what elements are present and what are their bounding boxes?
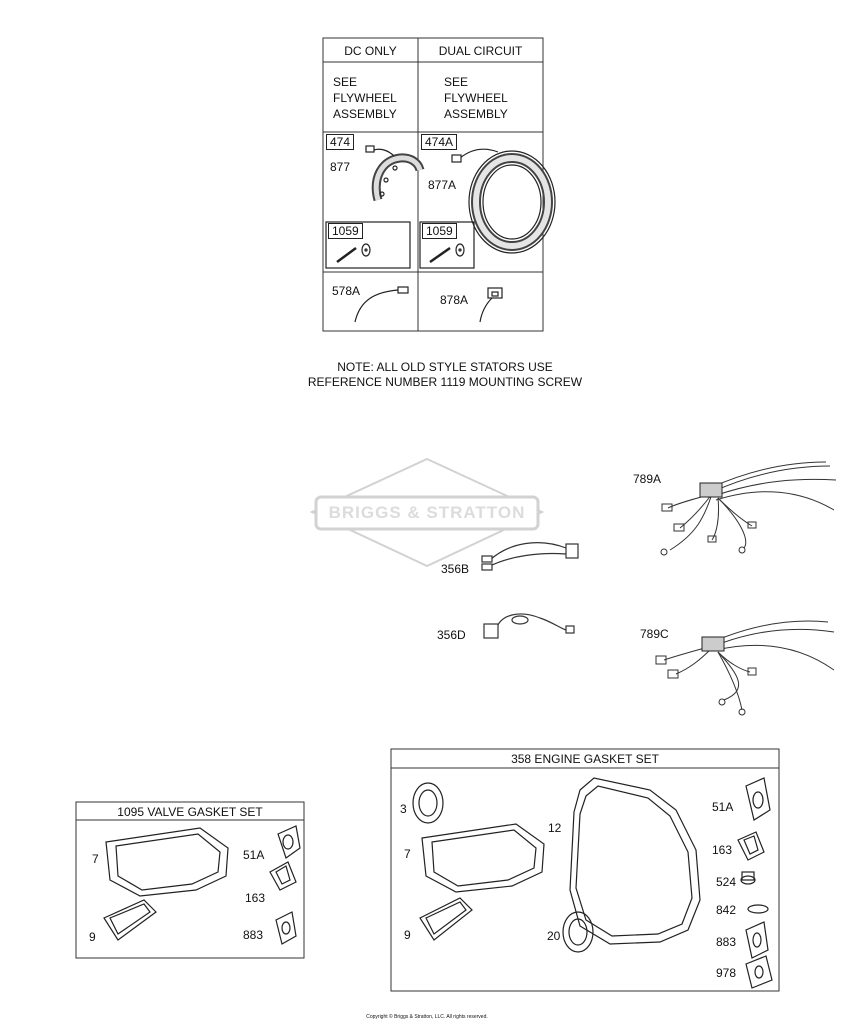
dual-lead-icon <box>480 288 502 322</box>
harness-356b-label[interactable]: 356B <box>441 562 470 576</box>
engine-gasket-set-title: 358 ENGINE GASKET SET <box>511 752 659 766</box>
stator-note-line1: NOTE: ALL OLD STYLE STATORS USE <box>337 360 553 374</box>
engine-part-51a-label[interactable]: 51A <box>712 800 734 814</box>
engine-part-3-label[interactable]: 3 <box>400 802 407 816</box>
valve-part-163-label[interactable]: 163 <box>245 891 266 905</box>
dual-stator-box-label[interactable]: 474A <box>421 134 457 150</box>
valve-part-9-label[interactable]: 9 <box>89 930 96 944</box>
dual-stator-icon <box>452 149 555 253</box>
valve-part-7-label[interactable]: 7 <box>92 852 99 866</box>
col-header-dc-only: DC ONLY <box>344 44 397 58</box>
engine-part-978-label[interactable]: 978 <box>716 966 737 980</box>
engine-part-12-label[interactable]: 12 <box>548 821 562 835</box>
valve-part-883-label[interactable]: 883 <box>243 928 264 942</box>
valve-gasket-set-art <box>76 802 304 958</box>
valve-part-51a-label[interactable]: 51A <box>243 848 265 862</box>
engine-part-7-label[interactable]: 7 <box>404 847 411 861</box>
harness-356d-label[interactable]: 356D <box>437 628 466 642</box>
engine-part-9-label[interactable]: 9 <box>404 928 411 942</box>
copyright-notice: Copyright © Briggs & Stratton, LLC. All rights reserved. <box>366 1014 488 1020</box>
stator-note-line2: REFERENCE NUMBER 1119 MOUNTING SCREW <box>307 375 583 389</box>
col-header-dual-circuit: DUAL CIRCUIT <box>438 44 523 58</box>
dc-see-flywheel-note: SEE FLYWHEEL ASSEMBLY <box>333 75 397 121</box>
harness-789c-icon <box>656 621 834 715</box>
harness-356b-icon <box>482 543 578 570</box>
dc-lead-icon <box>355 287 408 322</box>
engine-gasket-set-art <box>391 749 779 991</box>
harness-789c-label[interactable]: 789C <box>640 627 669 641</box>
engine-part-842-label[interactable]: 842 <box>716 903 737 917</box>
dual-lead-part-label[interactable]: 878A <box>440 293 469 307</box>
dc-stator-icon <box>366 146 420 200</box>
dual-stator-part-label[interactable]: 877A <box>428 178 457 192</box>
dc-lead-part-label[interactable]: 578A <box>332 284 361 298</box>
dual-screw-box-label[interactable]: 1059 <box>422 223 457 239</box>
watermark-text: BRIGGS & STRATTON <box>328 503 526 522</box>
engine-part-163-label[interactable]: 163 <box>712 843 733 857</box>
harness-789a-label[interactable]: 789A <box>633 472 662 486</box>
dual-see-flywheel-note: SEE FLYWHEEL ASSEMBLY <box>444 75 508 121</box>
valve-gasket-set-title: 1095 VALVE GASKET SET <box>117 805 263 819</box>
engine-part-883-label[interactable]: 883 <box>716 935 737 949</box>
dc-stator-part-label[interactable]: 877 <box>330 160 351 174</box>
dc-screw-box-label[interactable]: 1059 <box>328 223 363 239</box>
harness-356d-icon <box>484 614 574 638</box>
harness-789a-icon <box>661 462 836 555</box>
dc-stator-box-label[interactable]: 474 <box>326 134 354 150</box>
stator-note <box>250 360 640 390</box>
engine-part-20-label[interactable]: 20 <box>547 929 561 943</box>
engine-part-524-label[interactable]: 524 <box>716 875 737 889</box>
